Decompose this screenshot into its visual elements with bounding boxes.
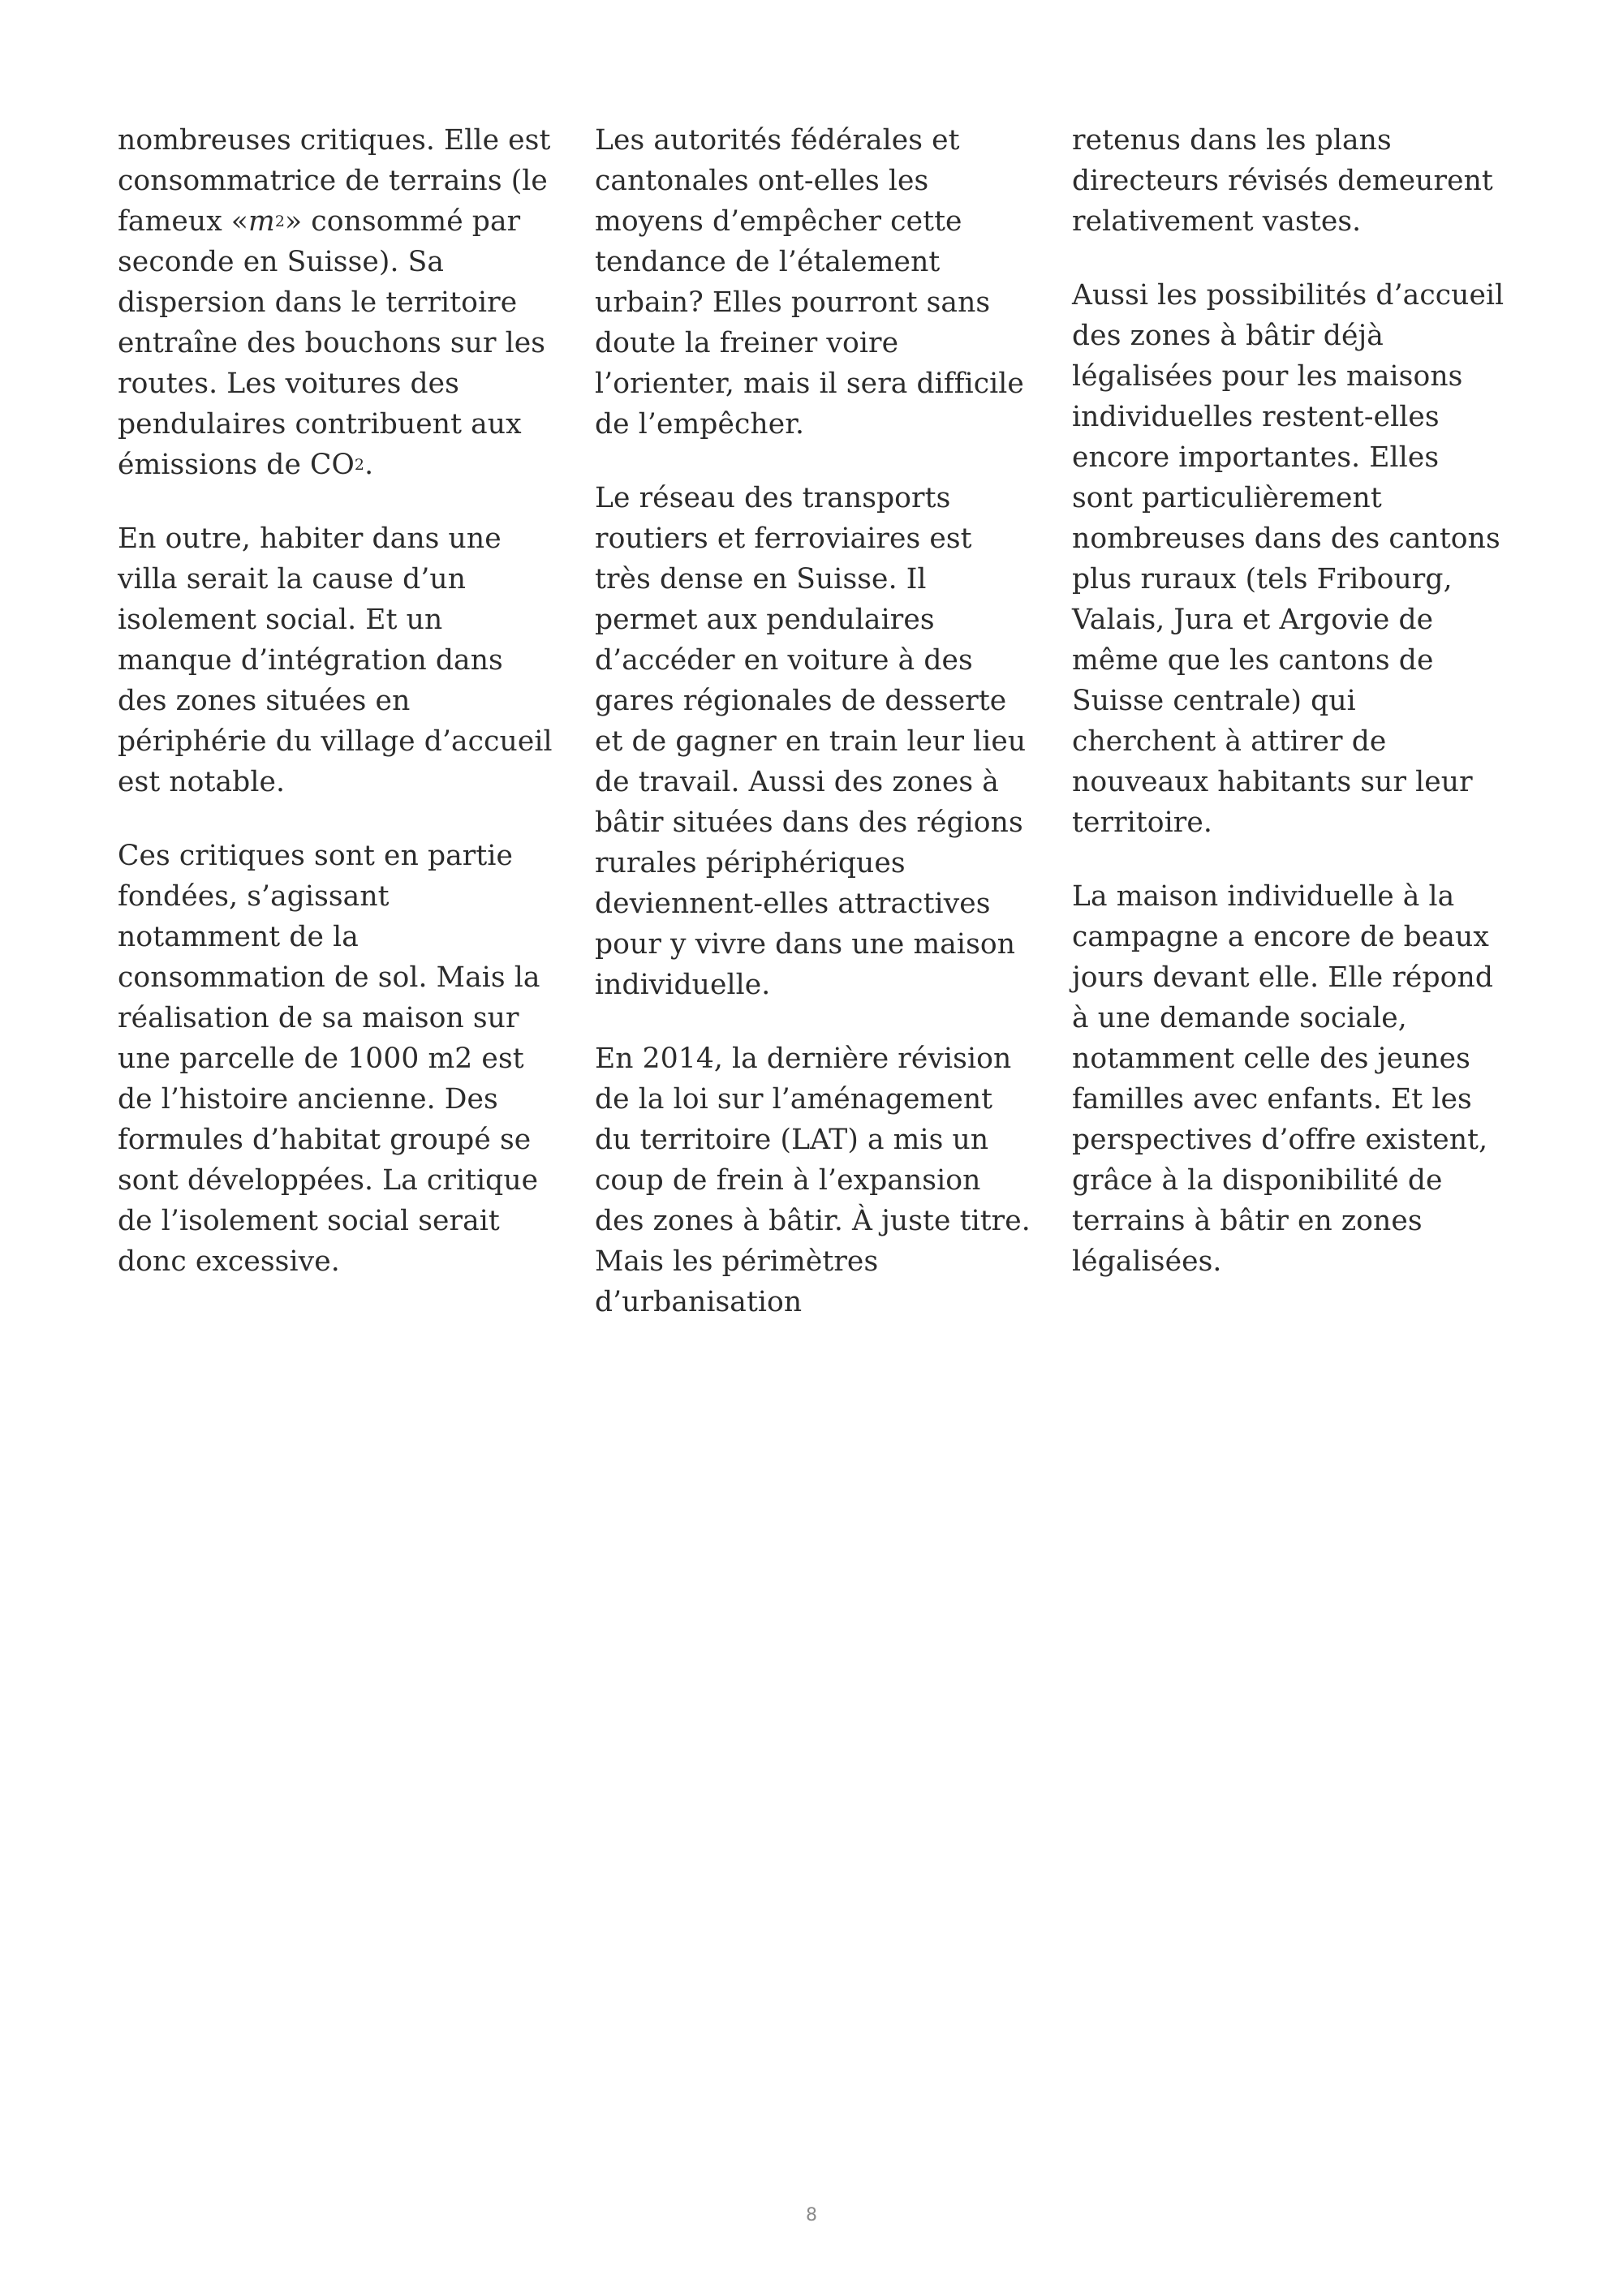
paragraph: La maison individuelle à la campagne a encore de beaux jours devant elle. Elle répond à une demande sociale, notamment celle des jeunes familles avec enfants. Et les perspectives d’offre existent, grâce à la disponibilité de terrains à bâtir en zones légalisées. <box>1072 880 1494 1278</box>
column-3 <box>1072 120 1509 1322</box>
paragraph: Le réseau des transports routiers et ferroviaires est très dense en Suisse. Il permet aux pendulaires d’accéder en voiture à des gares régionales de desserte et de gagner en train leur lieu de travail. Aussi des zones à bâtir situées dans des régions rurales périphériques deviennent-elles attractives pour y vivre dans une maison individuelle. <box>595 482 1027 1001</box>
paragraph: Aussi les possibilités d’accueil des zones à bâtir déjà légalisées pour les maisons individuelles restent-elles encore importantes. Elles sont particulièrement nombreuses dans des cantons plus ruraux (tels Fribourg, Valais, Jura et Argovie de même que les cantons de Suisse centrale) qui cherchent à attirer de nouveaux habitants sur leur territoire. <box>1072 279 1505 839</box>
paragraph: En outre, habiter dans une villa serait la cause d’un isolement social. Et un manque d’intégration dans des zones situées en périphérie du village d’accueil est notable. <box>118 522 553 798</box>
text-segment: . <box>364 449 374 481</box>
column-2 <box>595 120 1031 1322</box>
text-segment-italic: m <box>248 205 275 238</box>
page-number: 8 <box>806 2205 817 2225</box>
paragraph: retenus dans les plans directeurs révisés demeurent relativement vastes. <box>1072 124 1493 238</box>
paragraph: En 2014, la dernière révision de la loi sur l’aménagement du territoire (LAT) a mis un coup de frein à l’expansion des zones à bâtir. À juste titre. Mais les périmètres d’urbanisation <box>595 1043 1031 1318</box>
paragraph: Ces critiques sont en partie fondées, s’agissant notamment de la consommation de sol. Mais la réalisation de sa maison sur une parcelle de 1000 m2 est de l’histoire ancienne. Des formules d’habitat groupé se sont développées. La critique de l’isolement social serait donc excessive. <box>118 840 540 1278</box>
text-segment: nombreuses critiques. Elle est consommatrice de terrains (le fameux « <box>118 124 551 238</box>
paragraph: Les autorités fédérales et cantonales ont-elles les moyens d’empêcher cette tendance de l’étalement urbain? Elles pourront sans doute la freiner voire l’orienter, mais il sera difficile de l’empêcher. <box>595 124 1024 441</box>
text-columns <box>118 120 1509 1322</box>
paragraph <box>118 120 554 485</box>
superscript: 2 <box>354 456 365 475</box>
column-1 <box>118 120 554 1322</box>
text-segment: » consommé par seconde en Suisse). Sa dispersion dans le territoire entraîne des bouchons sur les routes. Les voitures des pendulaires contribuent aux émissions de CO <box>118 205 546 481</box>
superscript: 2 <box>274 213 286 231</box>
